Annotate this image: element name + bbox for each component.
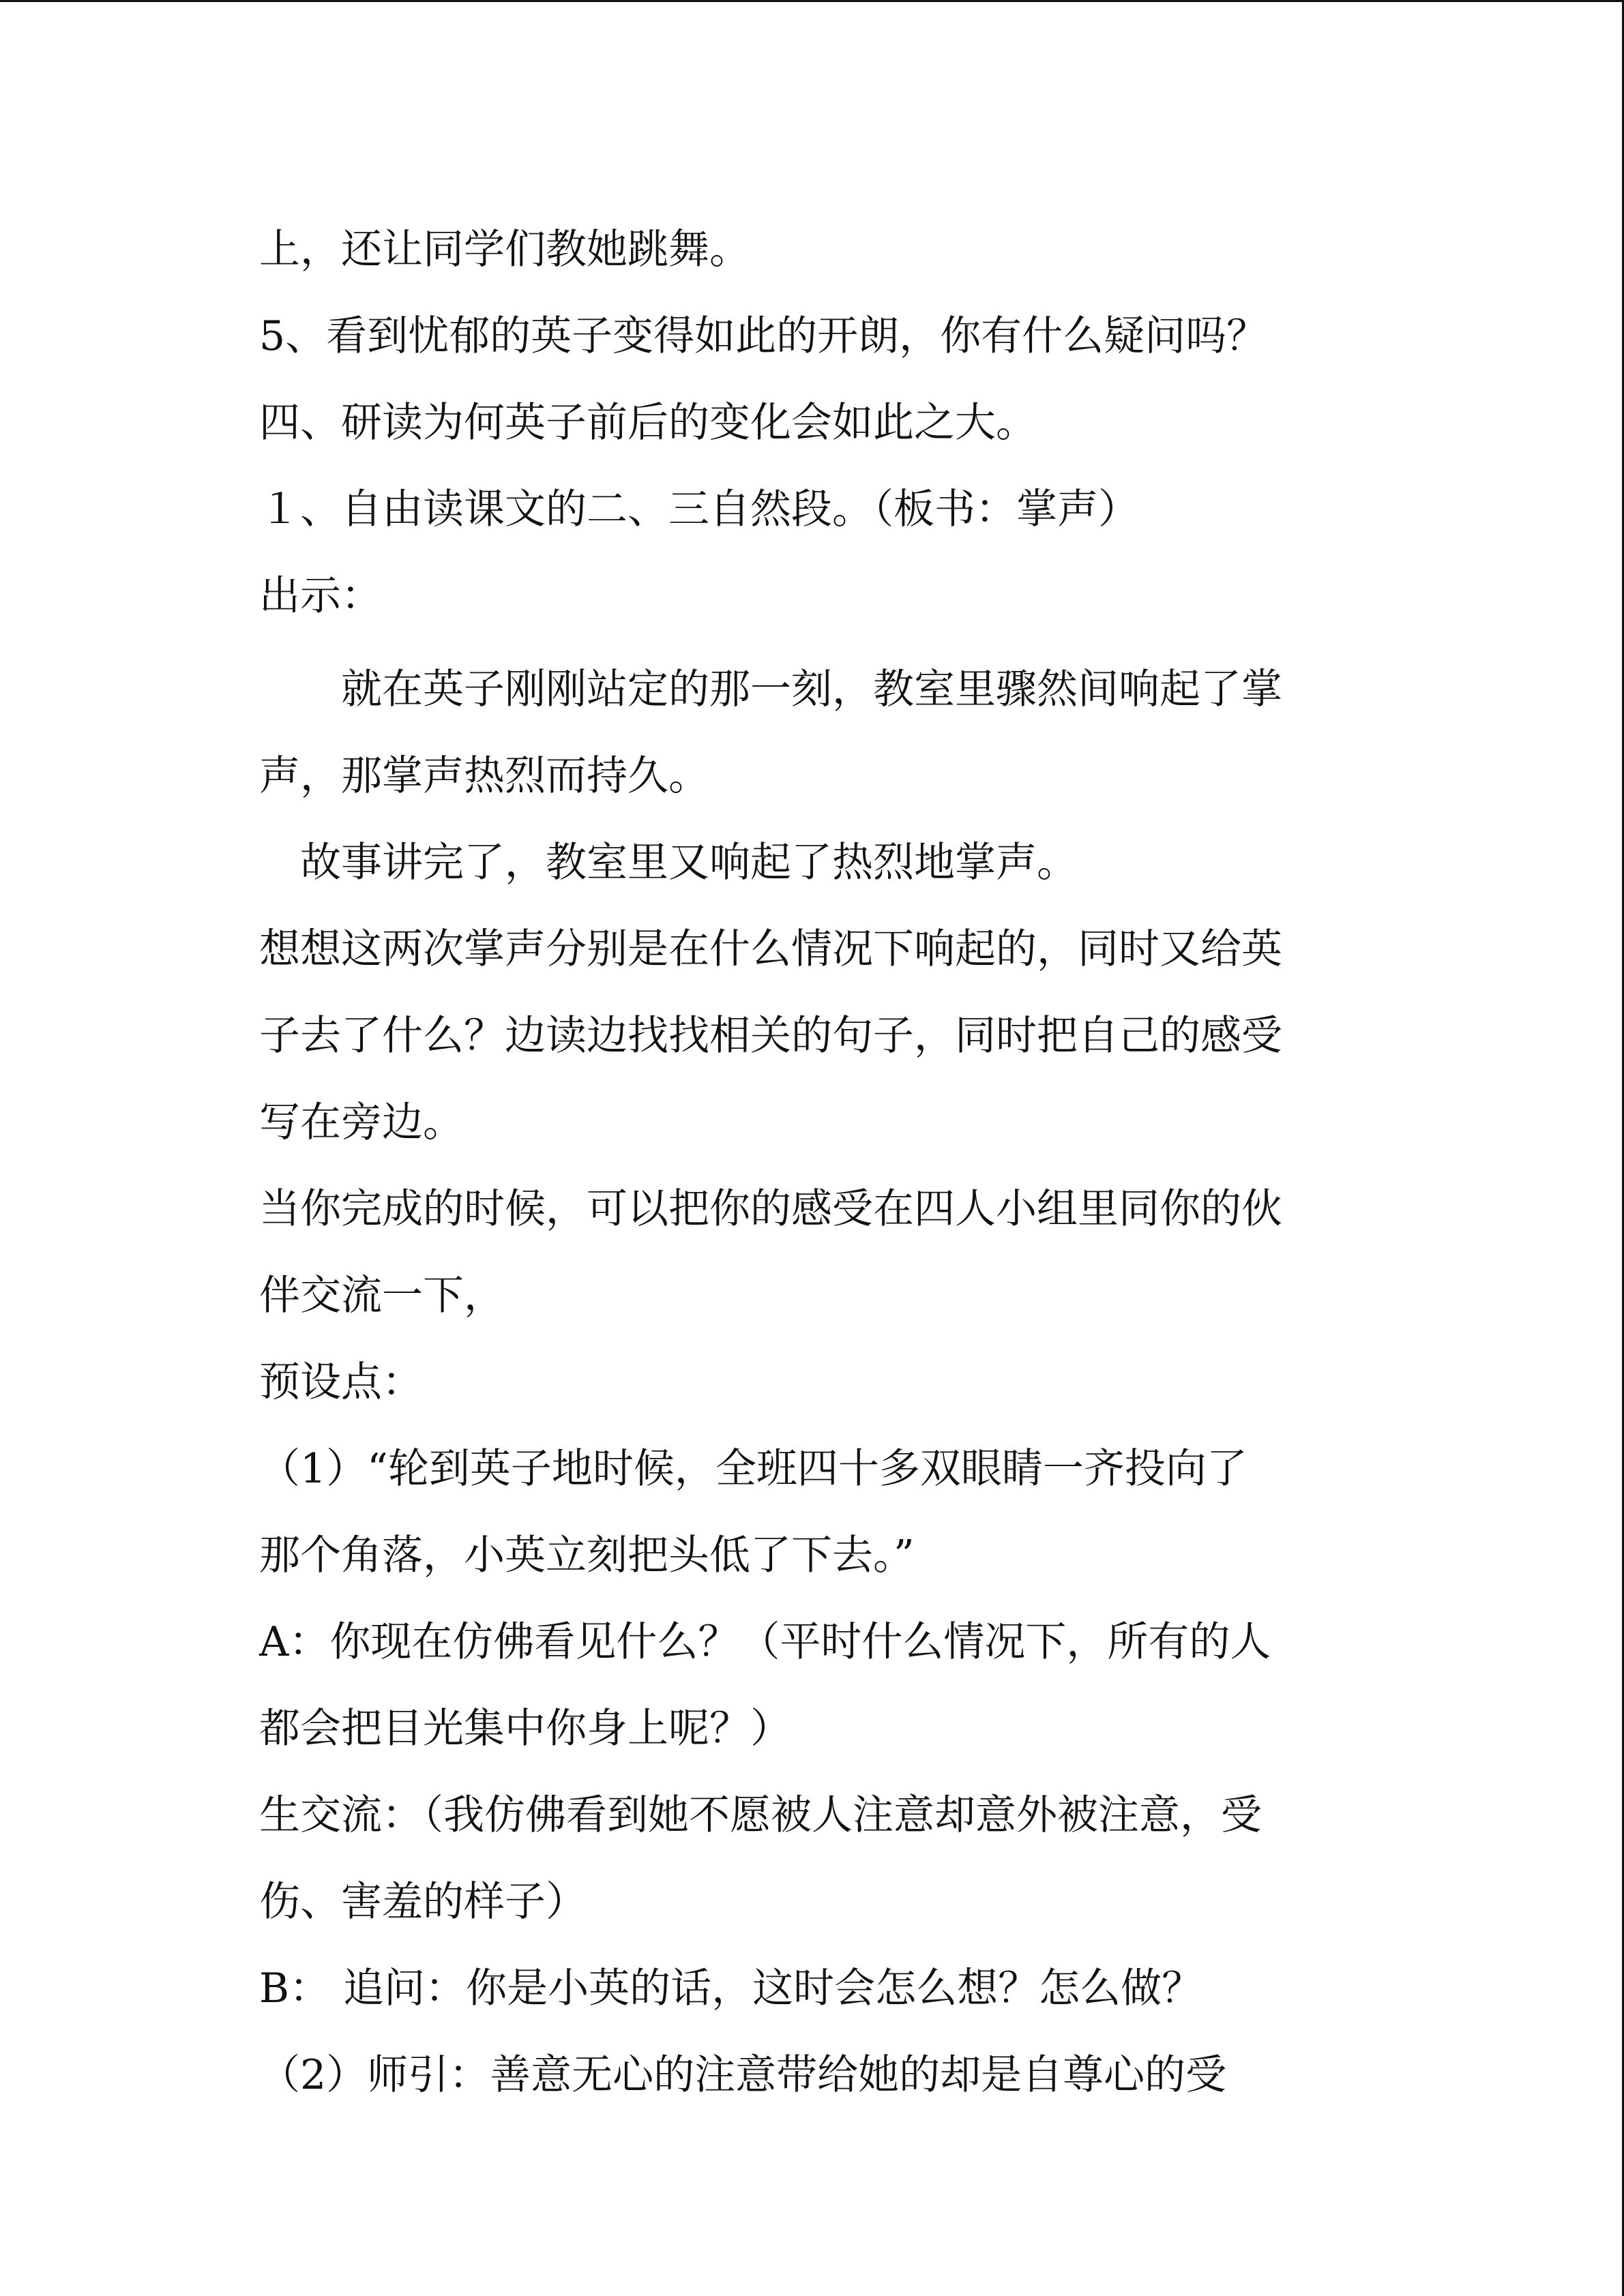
text-line: 写在旁边。	[259, 1099, 464, 1146]
text-line: 伤、害羞的样子）	[259, 1878, 587, 1926]
text-line: B： 追问：你是小英的话，这时会怎么想？怎么做？	[259, 1965, 1203, 2012]
text-line: （1）“轮到英子地时候，全班四十多双眼睛一齐投向了	[259, 1445, 1247, 1493]
text-line: 想想这两次掌声分别是在什么情况下响起的，同时又给英	[259, 925, 1282, 973]
text-line: １、自由读课文的二、三自然段。（板书：掌声）	[259, 486, 1139, 533]
text-line: （2）师引：善意无心的注意带给她的却是自尊心的受	[259, 2051, 1227, 2099]
text-line: 5、看到忧郁的英子变得如此的开朗，你有什么疑问吗？	[259, 312, 1268, 360]
text-line: 预设点：	[259, 1358, 423, 1406]
text-line: 出示：	[259, 572, 382, 620]
text-line: A：你现在仿佛看见什么？（平时什么情况下，所有的人	[259, 1618, 1271, 1666]
text-line: 生交流：（我仿佛看到她不愿被人注意却意外被注意，受	[259, 1791, 1262, 1839]
section-heading: 四、研读为何英子前后的变化会如此之大。	[259, 399, 1037, 447]
text-line: 那个角落，小英立刻把头低了下去。”	[259, 1532, 915, 1579]
text-line: 伴交流一下，	[259, 1272, 505, 1320]
document-body	[259, 207, 1364, 2119]
quote-line: 声，那掌声热烈而持久。	[259, 752, 709, 800]
text-line: 当你完成的时候，可以把你的感受在四人小组里同你的伙	[259, 1185, 1282, 1233]
quote-line: 故事讲完了，教室里又响起了热烈地掌声。	[300, 839, 1078, 886]
text-line: 都会把目光集中你身上呢？）	[259, 1705, 791, 1753]
quote-line: 就在英子刚刚站定的那一刻，教室里骤然间响起了掌	[341, 666, 1282, 713]
text-line: 上，还让同学们教她跳舞。	[259, 226, 750, 273]
text-line: 子去了什么？边读边找找相关的句子，同时把自己的感受	[259, 1012, 1282, 1060]
